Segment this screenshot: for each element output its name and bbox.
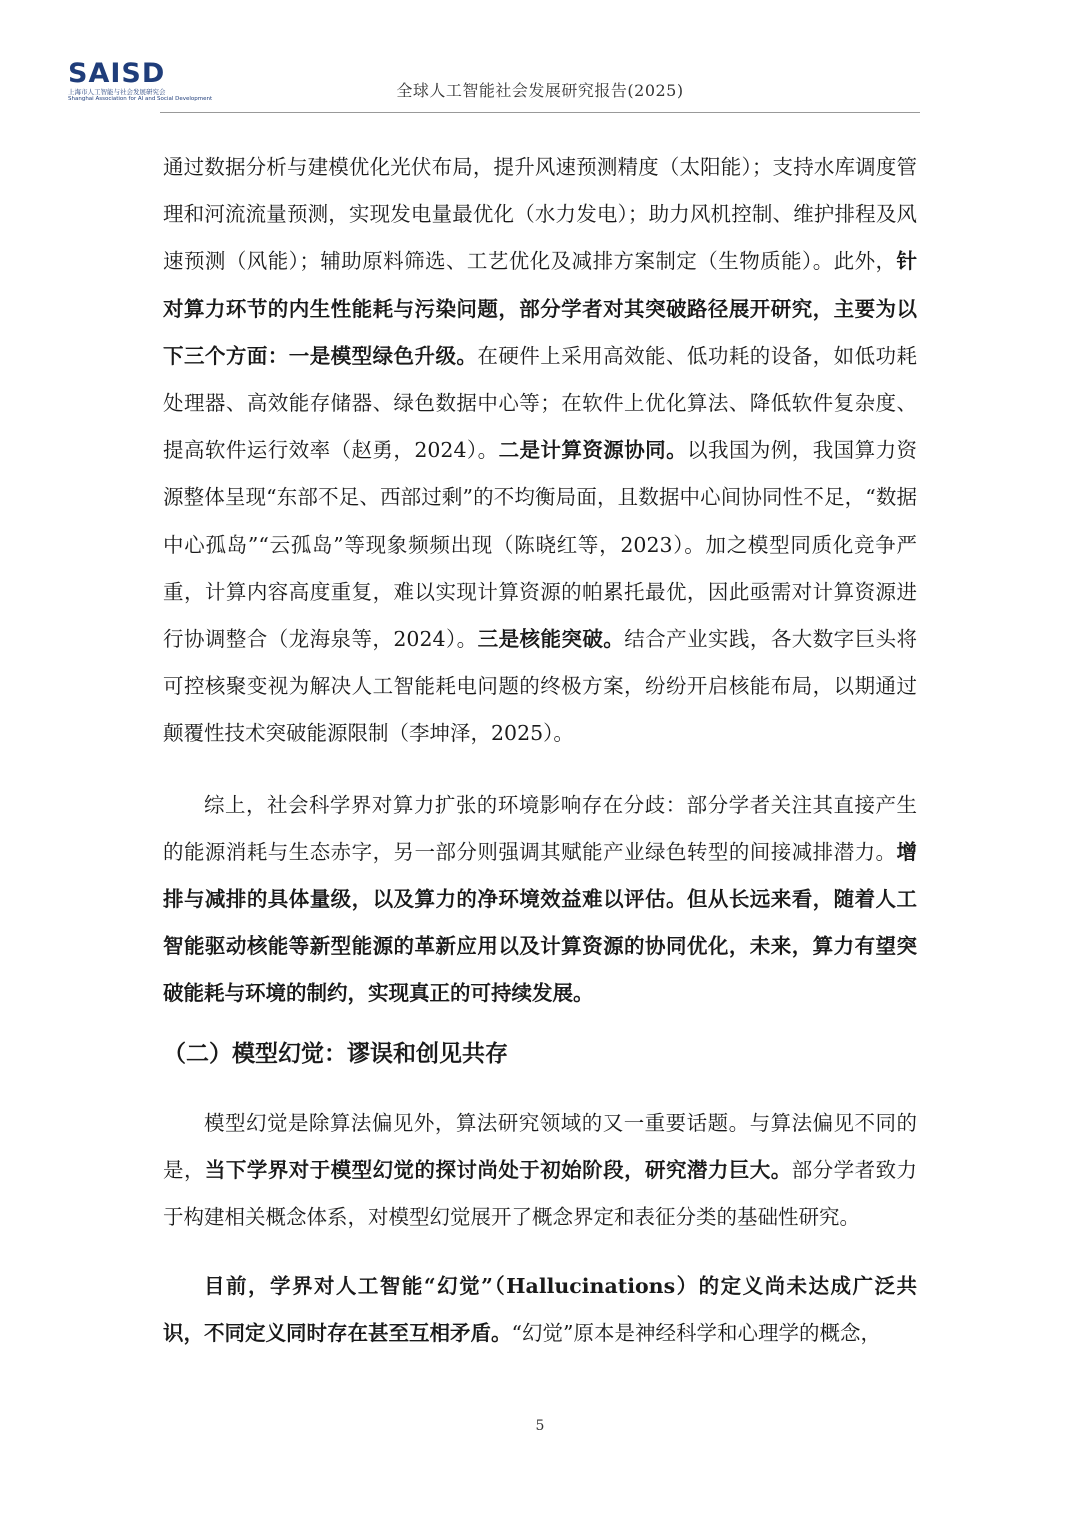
text-span: 结合产业实践，各大数字巨头将可控核聚变视为解决人工智能耗电问题的终极方案，纷纷开启核能布局，以期通过颠覆性技术突破能源限制（李坤泽，2025）。 — [163, 627, 918, 746]
bold-text-span: 针对算力环节的内生性能耗与污染问题，部分学者对其突破路径展开研究，主要为以下三个方面：一是模型绿色升级。 — [163, 249, 917, 368]
report-title: 全球人工智能社会发展研究报告(2025) — [396, 81, 684, 100]
bold-text-span: 当下学界对于模型幻觉的探讨尚处于初始阶段，研究潜力巨大。 — [204, 1157, 792, 1182]
text-span: “幻觉”原本是神经科学和心理学的概念， — [511, 1321, 881, 1346]
text-span: 在硬件上采用高效能、低功耗的设备，如低功耗处理器、高效能存储器、绿色数据中心等；在软件上优化算法、降低软件复杂度、提高软件运行效率（赵勇，2024）。 — [163, 343, 918, 463]
bold-text-span: 目前，学界对人工智能“幻觉”（Hallucinations）的定义尚未达成广泛共识，不同定义同时存在甚至互相矛盾。 — [163, 1274, 917, 1346]
text-span: 部分学者致力于构建相关概念体系，对模型幻觉展开了概念界定和表征分类的基础性研究。 — [163, 1157, 918, 1230]
bold-text-span: 二是计算资源协同。 — [498, 438, 688, 463]
paragraph-model-hallucination — [163, 1100, 917, 1242]
logo-subtitle-cn: 上海市人工智能与社会发展研究会 — [68, 88, 166, 96]
paragraph-hallucination-definition — [163, 1263, 917, 1357]
text-span: 综上，社会科学界对算力扩张的环境影响存在分歧：部分学者关注其直接产生的能源消耗与生态赤字，另一部分则强调其赋能产业绿色转型的间接减排潜力。 — [163, 792, 917, 864]
page-header — [0, 0, 1080, 120]
bold-text-span: 三是核能突破。 — [477, 627, 625, 652]
paragraph-energy-solutions — [163, 144, 917, 758]
page-body — [163, 144, 917, 1358]
page-number: 5 — [535, 1418, 545, 1434]
section-heading: （二）模型幻觉：谬误和创见共存 — [163, 1039, 508, 1067]
paragraph-gap — [163, 1241, 917, 1263]
text-span: 模型幻觉是除算法偏见外，算法研究领域的又一重要话题。与算法偏见不同的是， — [163, 1110, 917, 1182]
text-span: 以我国为例，我国算力资源整体呈现“东部不足、西部过剩”的不均衡局面，且数据中心间协同性不足，“数据中心孤岛”“云孤岛”等现象频频出现（陈晓红等，2023）。加之模型同质化竞争严重，计算内容高度重复，难以实现计算资源的帕累托最优，因此亟需对计算资源进行协调整合（龙海泉等，2024）。 — [163, 438, 918, 652]
paragraph-summary — [163, 782, 917, 1018]
paragraph-gap — [163, 758, 917, 782]
logo-subtitle-en: Shanghai Association for AI and Social Development — [68, 96, 213, 102]
header-divider — [160, 112, 920, 113]
text-span: 通过数据分析与建模优化光伏布局，提升风速预测精度（太阳能）；支持水库调度管理和河流流量预测，实现发电量最优化（水力发电）；助力风机控制、维护排程及风速预测（风能）；辅助原料筛选、工艺优化及减排方案制定（生物质能）。此外， — [163, 155, 917, 274]
bold-text-span: 增排与减排的具体量级，以及算力的净环境效益难以评估。但从长远来看，随着人工智能驱动核能等新型能源的革新应用以及计算资源的协同优化，未来，算力有望突破能耗与环境的制约，实现真正的可持续发展。 — [163, 839, 917, 1006]
logo-mark: SAISD — [68, 58, 166, 89]
